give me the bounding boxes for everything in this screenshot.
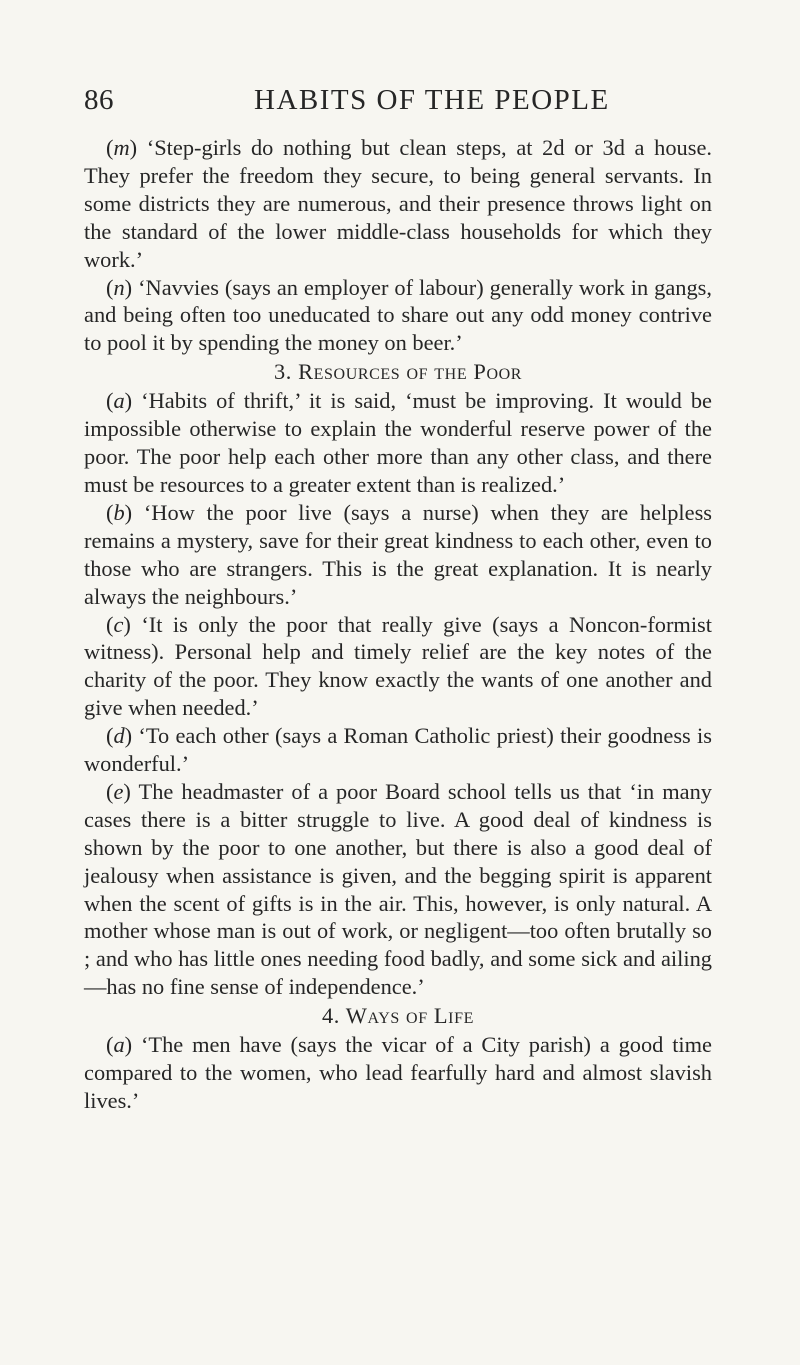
paragraph-label: (a) (106, 1032, 133, 1058)
paragraph-label: (d) (106, 723, 133, 749)
paragraph (84, 778, 712, 1001)
paragraph-label: (n) (106, 274, 133, 300)
paragraph (84, 499, 712, 611)
section-heading: 4. Ways of Life (322, 1003, 474, 1029)
paragraph-label: (b) (106, 499, 133, 525)
paragraph (84, 611, 712, 723)
paragraph-text: ‘Navvies (says an employer of labour) generally work in gangs, and being often too uneducated to share out any odd money contrive to pool it by spending the money on beer.’ (84, 274, 712, 356)
paragraph-label: (m) (106, 135, 138, 160)
paragraph-label: (e) (106, 778, 131, 804)
paragraph-label: (c) (106, 611, 131, 637)
book-page (84, 84, 712, 1115)
paragraph (84, 722, 712, 778)
paragraph-text: ‘Habits of thrift,’ it is said, ‘must be improving. It would be impossible otherwise to explain the wonderful reserve power of the poor. The poor help each other more than any other class, and there must be resources to a greater extent than is realized.’ (84, 388, 712, 497)
paragraph-text: The headmaster of a poor Board school tells us that ‘in many cases there is a bitter struggle to live. A good deal of kindness is shown by the poor to one another, but there is also a good deal of jealousy when assistance is given, and the begging spirit is apparent when the scent of gifts is in the air. This, however, is only natural. A mother whose man is out of work, or negligent—too often brutally so ; and who has little ones needing food badly, and some sick and ailing—has no fine sense of independence.’ (84, 778, 712, 1000)
body-text (84, 134, 712, 1115)
paragraph-text: ‘How the poor live (says a nurse) when they are helpless remains a mystery, save for their great kindness to each other, even to those who are strangers. This is the great explanation. It is nearly always the neighbours.’ (84, 499, 712, 609)
paragraph-text: ‘It is only the poor that really give (says a Noncon-formist witness). Personal help and timely relief are the key notes of the charity of the poor. They know exactly the wants of one another and give when needed.’ (84, 611, 712, 721)
section-heading: 3. Resources of the Poor (273, 359, 523, 385)
paragraph (84, 274, 712, 358)
page-number: 86 (84, 84, 114, 116)
paragraph (84, 387, 712, 499)
paragraph-label: (a) (106, 388, 133, 414)
paragraph-text: ‘To each other (says a Roman Catholic priest) their goodness is wonderful.’ (84, 723, 712, 777)
paragraph-text: ‘The men have (says the vicar of a City parish) a good time compared to the women, who lead fearfully hard and almost slavish lives.’ (84, 1032, 712, 1113)
page-header (84, 84, 712, 124)
running-head: HABITS OF THE PEOPLE (254, 84, 610, 116)
paragraph (84, 134, 712, 274)
paragraph (84, 1031, 712, 1115)
paragraph-text: ‘Step-girls do nothing but clean steps, at 2d or 3d a house. They prefer the freedom they secure, to being general servants. In some districts they are numerous, and their presence throws light on the standard of the lower middle-class households for which they work.’ (84, 135, 712, 272)
